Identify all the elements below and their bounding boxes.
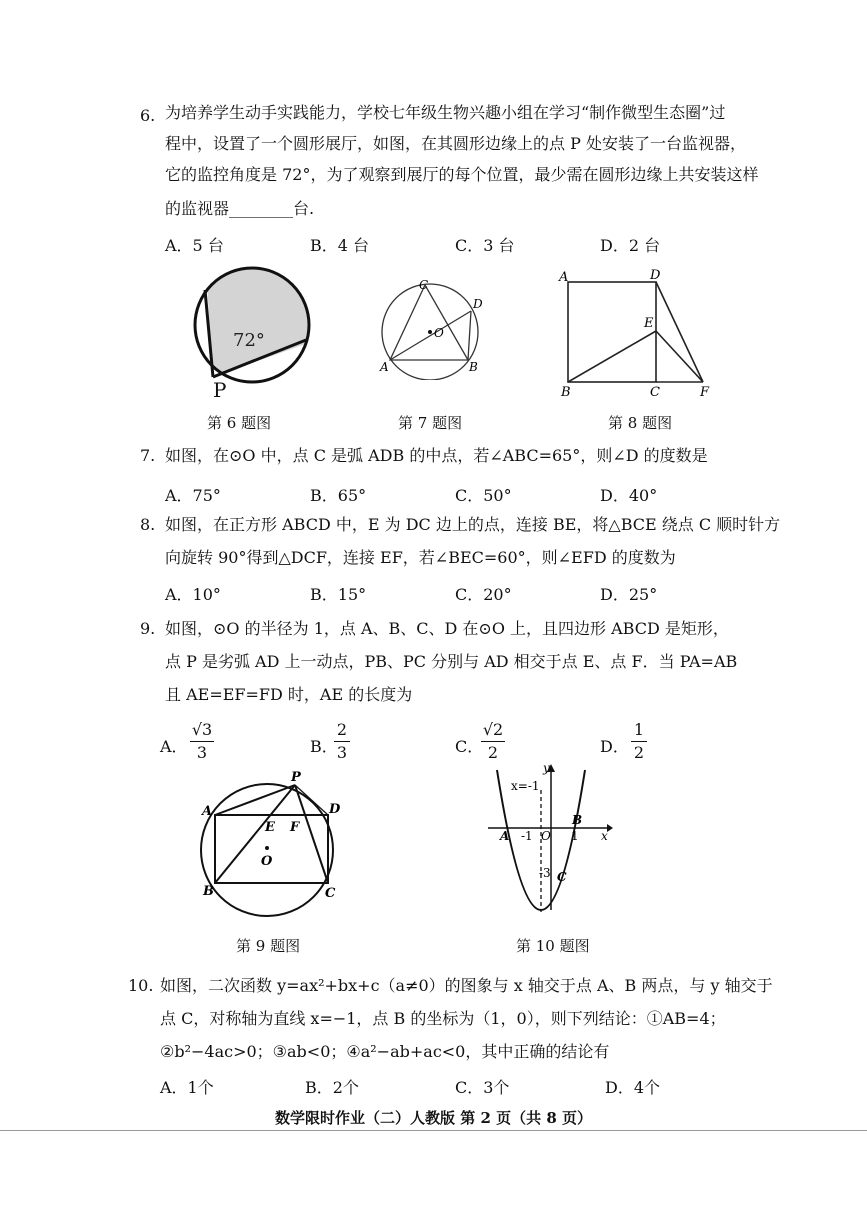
option-b-fraction — [334, 720, 350, 763]
label-b: B — [572, 813, 583, 827]
figure-8 — [555, 265, 715, 400]
label-c: C — [650, 385, 660, 400]
denominator: 3 — [336, 743, 348, 762]
label-c: C — [557, 870, 567, 884]
option-b: B．2个 — [305, 1078, 359, 1097]
question-text-line: ②b²−4ac>0；③ab<0；④a²−ab+ac<0，其中正确的结论有 — [160, 1042, 610, 1061]
option-c-fraction — [481, 720, 505, 763]
figure-10 — [485, 760, 615, 915]
option-c-letter: C． — [455, 737, 484, 756]
label-d: D — [329, 802, 341, 817]
option-a-letter: A． — [160, 737, 188, 756]
option-d: D．25° — [600, 585, 658, 604]
label-o: O — [541, 829, 551, 843]
figure-7 — [370, 275, 490, 380]
question-text-line: 的监视器________台. — [165, 199, 315, 218]
numerator: 1 — [633, 720, 645, 739]
segment-db — [468, 311, 471, 360]
x-axis-arrow-icon — [607, 824, 613, 832]
angle-label: 72° — [233, 330, 265, 351]
figure-caption: 第 8 题图 — [608, 414, 673, 432]
question-text-line: 且 AE=EF=FD 时，AE 的长度为 — [165, 685, 413, 704]
question-text-line: 点 P 是劣弧 AD 上一动点，PB、PC 分别与 AD 相交于点 E、点 F．当 PA=AB — [165, 652, 738, 671]
triangle-abc — [390, 285, 468, 360]
option-d-letter: D． — [600, 737, 629, 756]
denominator: 3 — [196, 743, 208, 762]
label-f: F — [290, 820, 300, 835]
segment-df — [656, 282, 703, 382]
label-a: A — [500, 829, 510, 843]
label-y: y — [543, 761, 550, 775]
label-e: E — [265, 820, 275, 835]
option-a: A．10° — [165, 585, 221, 604]
label-a: A — [559, 270, 569, 285]
label-a: A — [380, 360, 389, 374]
option-d: D．4个 — [605, 1078, 661, 1097]
numerator: 2 — [336, 720, 348, 739]
option-c: C．50° — [455, 486, 512, 505]
square-abcd — [568, 282, 656, 382]
segment-be — [568, 331, 656, 382]
monitored-region — [205, 262, 320, 377]
label-o: O — [434, 326, 444, 340]
segment-ef — [656, 331, 703, 382]
question-number: 9. — [140, 619, 156, 638]
label-c: C — [419, 278, 429, 292]
figure-9 — [195, 765, 345, 925]
denominator: 2 — [487, 743, 499, 762]
option-a: A．5 台 — [165, 236, 224, 255]
option-c: C．3个 — [455, 1078, 510, 1097]
label-p: P — [291, 770, 301, 785]
question-number: 6. — [140, 106, 156, 125]
question-number: 10. — [128, 976, 154, 995]
option-d: D．40° — [600, 486, 658, 505]
label-d: D — [473, 297, 483, 311]
figure-caption: 第 6 题图 — [207, 414, 272, 432]
footer-rule — [0, 1130, 867, 1131]
question-text-line: 程中，设置了一个圆形展厅，如图，在其圆形边缘上的点 P 处安装了一台监视器， — [165, 134, 746, 153]
option-a-fraction — [190, 720, 214, 763]
option-d-fraction — [631, 720, 647, 763]
numerator: √3 — [191, 720, 213, 739]
option-b: B．65° — [310, 486, 367, 505]
option-c: C．20° — [455, 585, 512, 604]
label-e: E — [644, 316, 654, 331]
label-minus-one: -1 — [521, 829, 533, 843]
question-text-line: 为培养学生动手实践能力，学校七年级生物兴趣小组在学习“制作微型生态圈”过 — [165, 103, 726, 122]
label-minus-three: -3 — [539, 866, 551, 880]
question-text-line: 如图，⊙O 的半径为 1，点 A、B、C、D 在⊙O 上，且四边形 ABCD 是矩形， — [165, 619, 729, 638]
label-a: A — [202, 804, 213, 819]
label-o: O — [261, 854, 273, 869]
figure-caption: 第 9 题图 — [236, 937, 301, 955]
question-number: 7. — [140, 446, 156, 465]
question-text-line: 它的监控角度是 72°，为了观察到展厅的每个位置，最少需在圆形边缘上共安装这样 — [165, 165, 759, 184]
option-c: C．3 台 — [455, 236, 515, 255]
center-point — [428, 330, 432, 334]
label-b: B — [203, 884, 214, 899]
question-text-line: 向旋转 90°得到△DCF，连接 EF，若∠BEC=60°，则∠EFD 的度数为 — [165, 548, 676, 567]
figure-6 — [185, 262, 320, 402]
option-b: B．4 台 — [310, 236, 370, 255]
option-b: B．15° — [310, 585, 367, 604]
option-b-letter: B． — [310, 737, 338, 756]
numerator: √2 — [482, 720, 504, 739]
question-text-line: 如图，二次函数 y=ax²+bx+c（a≠0）的图象与 x 轴交于点 A、B 两点，与 y 轴交于 — [160, 976, 773, 995]
question-text: 如图，在⊙O 中，点 C 是弧 ADB 的中点，若∠ABC=65°，则∠D 的度数是 — [165, 446, 708, 465]
label-one: 1 — [571, 829, 579, 843]
label-symmetry: x=-1 — [511, 779, 540, 793]
denominator: 2 — [633, 743, 645, 762]
figure-caption: 第 10 题图 — [516, 937, 590, 955]
label-c: C — [325, 886, 336, 901]
label-b: B — [561, 385, 571, 400]
option-a: A．75° — [165, 486, 221, 505]
label-d: D — [650, 268, 661, 283]
label-f: F — [700, 385, 710, 400]
question-text-line: 点 C，对称轴为直线 x=−1，点 B 的坐标为（1，0），则下列结论：①AB=4； — [160, 1009, 726, 1028]
option-d: D．2 台 — [600, 236, 661, 255]
label-b: B — [469, 360, 478, 374]
center-point — [265, 846, 269, 850]
point-p-label: P — [213, 378, 227, 402]
page-footer: 数学限时作业（二）人教版 第 2 页（共 8 页） — [275, 1109, 592, 1127]
figure-caption: 第 7 题图 — [398, 414, 463, 432]
question-text-line: 如图，在正方形 ABCD 中，E 为 DC 边上的点，连接 BE，将△BCE 绕点 C 顺时针方 — [165, 515, 781, 534]
question-number: 8. — [140, 515, 156, 534]
option-a: A．1个 — [160, 1078, 214, 1097]
label-x: x — [601, 829, 608, 843]
